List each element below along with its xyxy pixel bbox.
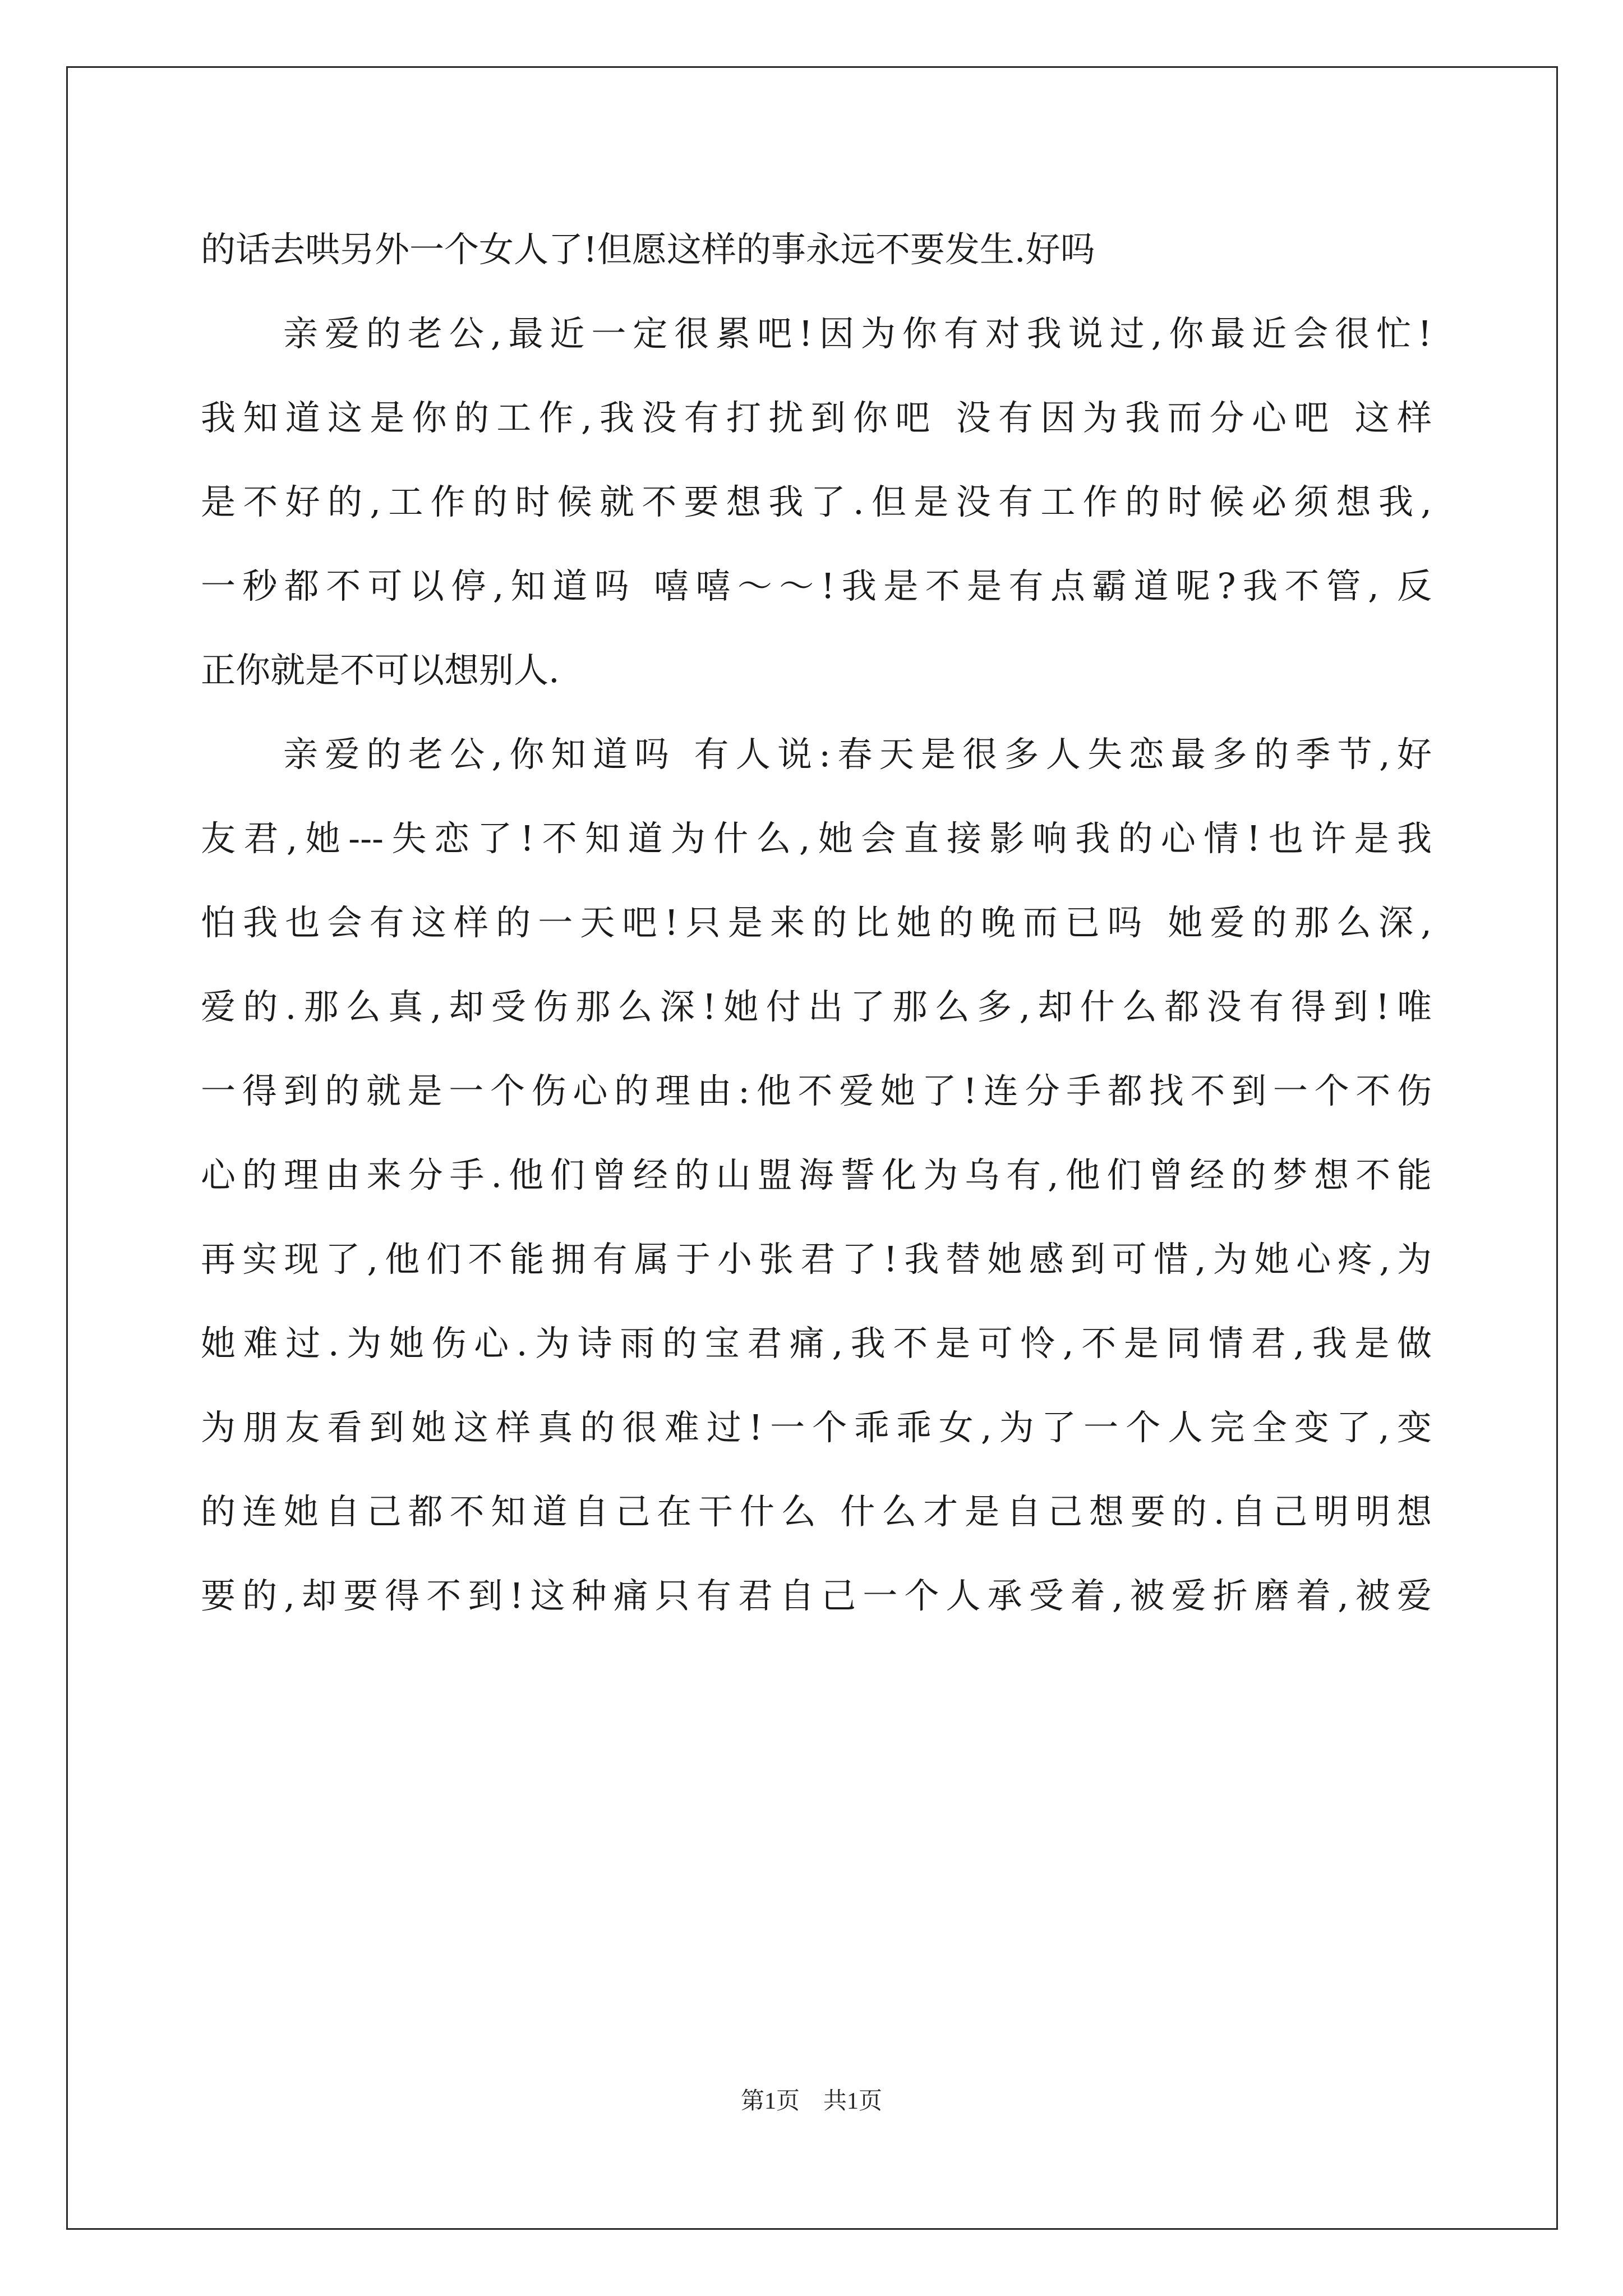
text-line: 她难过.为她伤心.为诗雨的宝君痛,我不是可怜,不是同情君,我是做: [201, 1323, 1432, 1364]
text-line: 再实现了,他们不能拥有属于小张君了!我替她感到可惜,为她心疼,为: [201, 1239, 1432, 1280]
page-number-footer: 第1页 共1页: [740, 2088, 882, 2114]
text-line: 一秒都不可以停,知道吗 嘻嘻～～!我是不是有点霸道呢?我不管, 反: [201, 565, 1432, 606]
text-line: 为朋友看到她这样真的很难过!一个乖乖女,为了一个人完全变了,变: [201, 1407, 1432, 1448]
text-line: 我知道这是你的工作,我没有打扰到你吧 没有因为我而分心吧 这样: [201, 397, 1432, 438]
text-line: 的连她自己都不知道自己在干什么 什么才是自己想要的.自己明明想: [201, 1491, 1432, 1532]
text-line: 爱的.那么真,却受伤那么深!她付出了那么多,却什么都没有得到!唯: [201, 986, 1432, 1027]
text-line: 亲爱的老公,最近一定很累吧!因为你有对我说过,你最近会很忙!: [283, 313, 1432, 354]
text-line: 要的,却要得不到!这种痛只有君自己一个人承受着,被爱折磨着,被爱: [201, 1575, 1432, 1616]
text-line: 心的理由来分手.他们曾经的山盟海誓化为乌有,他们曾经的梦想不能: [201, 1154, 1432, 1195]
text-line: 一得到的就是一个伤心的理由:他不爱她了!连分手都找不到一个不伤: [201, 1070, 1432, 1111]
text-line: 正你就是不可以想别人.: [201, 650, 560, 691]
text-line: 的话去哄另外一个女人了!但愿这样的事永远不要发生.好吗: [201, 229, 1095, 270]
text-line: 怕我也会有这样的一天吧!只是来的比她的晚而已吗 她爱的那么深,: [201, 902, 1432, 943]
text-line: 友君,她---失恋了!不知道为什么,她会直接影响我的心情!也许是我: [201, 818, 1432, 859]
text-line: 是不好的,工作的时候就不要想我了.但是没有工作的时候必须想我,: [201, 481, 1432, 522]
text-line: 亲爱的老公,你知道吗 有人说:春天是很多人失恋最多的季节,好: [283, 734, 1432, 775]
